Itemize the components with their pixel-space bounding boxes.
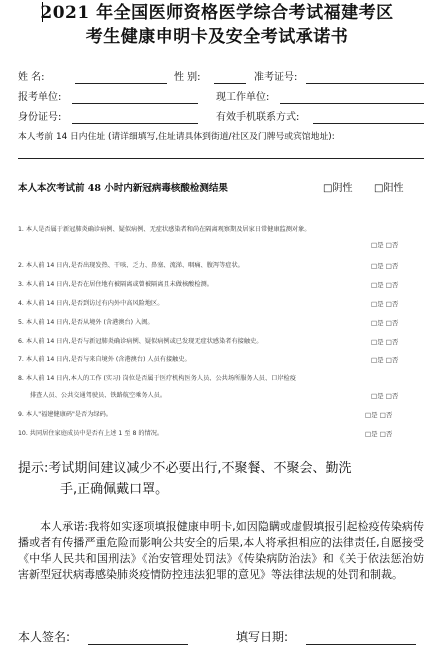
question-1: 1. 本人是否属于新冠肺炎确诊病例、疑似病例、无症状感染者和尚在隔离观察期及居家日常健康监测对象。 <box>18 226 311 233</box>
id-no-field[interactable] <box>72 123 198 124</box>
question-8-yes-no[interactable]: □是 □否 <box>371 392 399 400</box>
question-2-yes-no[interactable]: □是 □否 <box>371 262 399 270</box>
address-note-label: 本人考前 14 日内住址 (请详细填写,住址请具体到街道/社区及门牌号或宾馆地址): <box>18 132 335 142</box>
test-result-heading: 本人本次考试前 48 小时内新冠病毒核酸检测结果 <box>18 183 228 194</box>
question-3-yes-no[interactable]: □是 □否 <box>371 281 399 289</box>
question-1-yes-no[interactable]: □是 □否 <box>371 241 399 249</box>
phone-label: 有效手机联系方式: <box>216 112 300 123</box>
pledge-text: 本人承诺:我将如实逐项填报健康申明卡,如因隐瞒或虚假填报引起检疫传染病传播或者有传播严重危险而影响公共安全的后果,本人将承担相应的法律责任,自愿接受《中华人民共和国刑法》《治安管理处罚法》《传染病防治法》和《关于依法惩治妨害新型冠状病毒感染肺炎疫情防控违法犯罪的意见》等法律法规的处罚和制裁。 <box>18 520 424 581</box>
question-6-yes-no[interactable]: □是 □否 <box>371 338 399 346</box>
negative-checkbox[interactable]: □阴性 <box>323 183 353 194</box>
id-no-label: 身份证号: <box>18 112 62 123</box>
question-9: 9. 本人"福建健康码"是否为绿码。 <box>18 411 112 418</box>
question-2: 2. 本人前 14 日内,是否出现发热、干咳、乏力、鼻塞、流涕、咽痛、腹泻等症状。 <box>18 262 244 269</box>
question-9-yes-no[interactable]: □是 □否 <box>365 411 393 419</box>
question-7: 7. 本人前 14 日内,是否与来自境外 (含港澳台) 人员有接触史。 <box>18 356 191 363</box>
address-field[interactable] <box>18 158 424 159</box>
tip-line-1: 提示:考试期间建议减少不必要出行,不聚餐、不聚会、勤洗 <box>18 461 352 476</box>
question-10: 10. 共同居住家庭成员中是否有上述 1 至 8 的情况。 <box>18 430 164 437</box>
date-label: 填写日期: <box>236 630 289 644</box>
gender-label: 性 别: <box>174 72 201 83</box>
register-unit-field[interactable] <box>72 103 198 104</box>
gender-field[interactable] <box>214 83 246 84</box>
question-4: 4. 本人前 14 日内,是否到访过有内外中高风险地区。 <box>18 300 164 307</box>
name-label: 姓 名: <box>18 72 45 83</box>
signature-label: 本人签名: <box>18 630 71 644</box>
document-title-line1: 2021 年全国医师资格医学综合考试福建考区 <box>40 3 394 23</box>
document-title-line2: 考生健康申明卡及安全考试承诺书 <box>85 27 349 47</box>
signature-field[interactable] <box>88 644 188 645</box>
name-field[interactable] <box>75 83 167 84</box>
work-unit-field[interactable] <box>280 103 424 104</box>
date-field[interactable] <box>306 644 416 645</box>
question-10-yes-no[interactable]: □是 □否 <box>365 430 393 438</box>
admission-no-field[interactable] <box>306 83 424 84</box>
question-5: 5. 本人前 14 日内,是否从境外 (含港澳台) 入闽。 <box>18 319 154 326</box>
work-unit-label: 现工作单位: <box>216 92 270 103</box>
question-8: 8. 本人前 14 日内,本人的工作 (实习) 岗位是否属于医疗机构医务人员、公共场所服务人员、口岸检疫 <box>18 375 296 382</box>
register-unit-label: 报考单位: <box>18 92 62 103</box>
positive-checkbox[interactable]: □阳性 <box>374 183 404 194</box>
question-3: 3. 本人前 14 日内,是否在居住地有被隔离或曾被隔离且未做核酸检测。 <box>18 281 213 288</box>
question-4-yes-no[interactable]: □是 □否 <box>371 300 399 308</box>
admission-no-label: 准考证号: <box>254 72 298 83</box>
question-8-continued: 排查人员、公共交通驾驶员、铁路航空乘务人员。 <box>30 392 167 399</box>
tip-line-2: 手,正确佩戴口罩。 <box>60 482 169 497</box>
phone-field[interactable] <box>313 123 424 124</box>
question-5-yes-no[interactable]: □是 □否 <box>371 319 399 327</box>
question-6: 6. 本人前 14 日内,是否与新冠肺炎确诊病例、疑似病例或已发现无症状感染者有接触史。 <box>18 338 263 345</box>
question-7-yes-no[interactable]: □是 □否 <box>371 356 399 364</box>
